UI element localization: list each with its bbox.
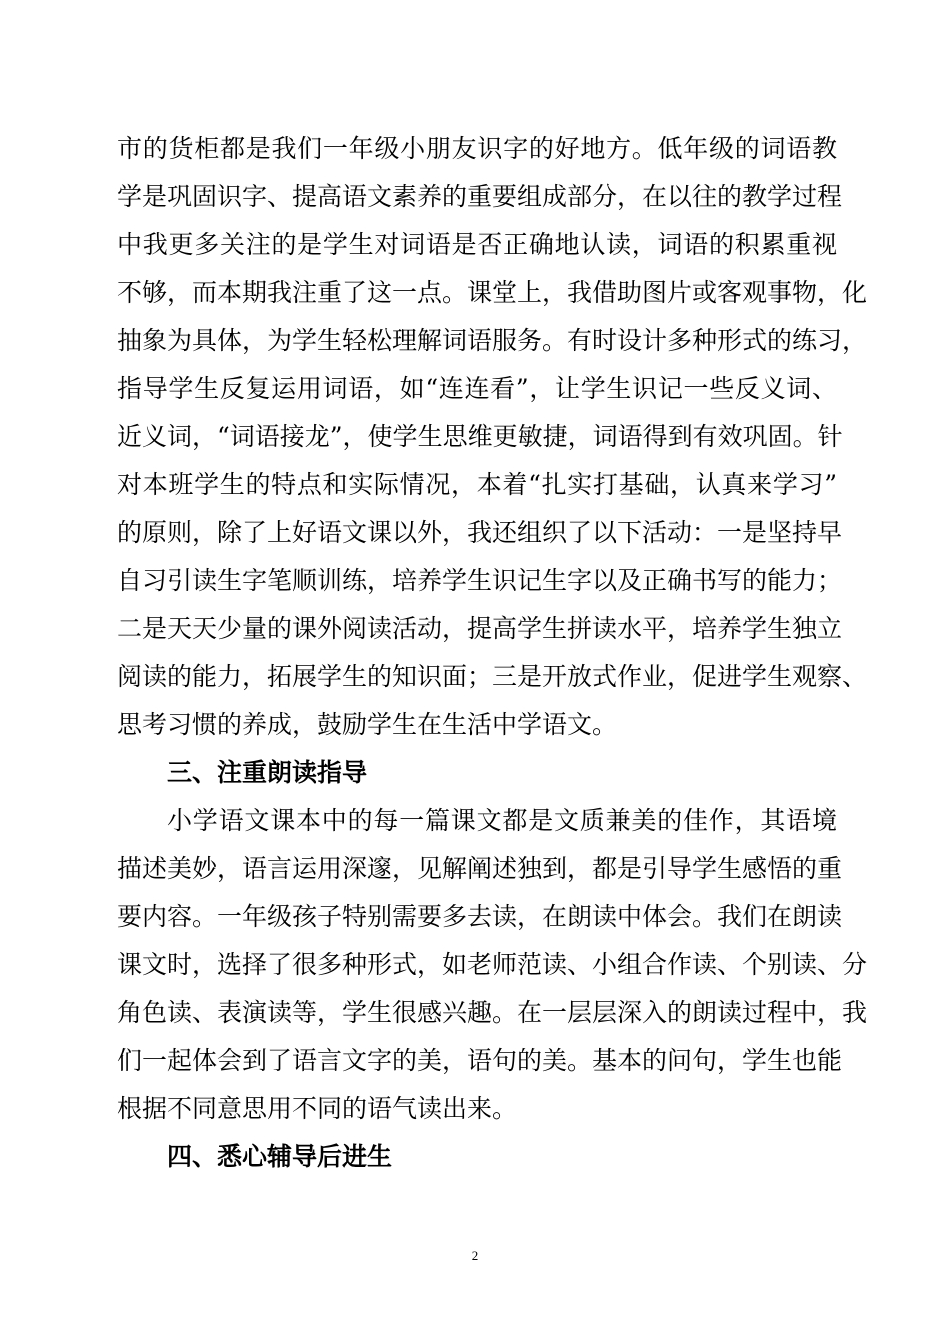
- paragraph-line: 角色读、表演读等，学生很感兴趣。在一层层深入的朗读过程中，我: [117, 998, 868, 1027]
- paragraph-line: 学是巩固识字、提高语文素养的重要组成部分，在以往的教学过程: [117, 182, 843, 211]
- paragraph-line: 近义词，“词语接龙”，使学生思维更敏捷，词语得到有效巩固。针: [117, 422, 843, 451]
- paragraph-line: 市的货柜都是我们一年级小朋友识字的好地方。低年级的词语教: [117, 134, 837, 163]
- paragraph-line: 描述美妙，语言运用深邃，见解阐述独到，都是引导学生感悟的重: [117, 854, 843, 883]
- paragraph-line: 小学语文课本中的每一篇课文都是文质兼美的佳作，其语境: [167, 806, 837, 835]
- paragraph-line: 思考习惯的养成，鼓励学生在生活中学语文。: [117, 710, 618, 739]
- paragraph-line: 不够，而本期我注重了这一点。课堂上，我借助图片或客观事物，化: [117, 278, 868, 307]
- section-heading: 三、注重朗读指导: [167, 758, 368, 787]
- paragraph-line: 阅读的能力，拓展学生的知识面；三是开放式作业，促进学生观察、: [117, 662, 868, 691]
- page-number: 2: [471, 1248, 479, 1263]
- paragraph-line: 中我更多关注的是学生对词语是否正确地认读，词语的积累重视: [117, 230, 837, 259]
- paragraph-line: 二是天天少量的课外阅读活动，提高学生拼读水平，培养学生独立: [117, 614, 843, 643]
- paragraph-line: 对本班学生的特点和实际情况，本着“扎实打基础，认真来学习”: [117, 470, 837, 499]
- paragraph-line: 的原则，除了上好语文课以外，我还组织了以下活动：一是坚持早: [117, 518, 843, 547]
- paragraph-line: 要内容。一年级孩子特别需要多去读，在朗读中体会。我们在朗读: [117, 902, 843, 931]
- paragraph-line: 抽象为具体，为学生轻松理解词语服务。有时设计多种形式的练习，: [117, 326, 868, 355]
- paragraph-line: 课文时，选择了很多种形式，如老师范读、小组合作读、个别读、分: [117, 950, 868, 979]
- paragraph-line: 根据不同意思用不同的语气读出来。: [117, 1094, 518, 1123]
- paragraph-line: 指导学生反复运用词语，如“连连看”，让学生识记一些反义词、: [117, 374, 837, 403]
- paragraph-line: 自习引读生字笔顺训练，培养学生识记生字以及正确书写的能力；: [117, 566, 843, 595]
- section-heading: 四、悉心辅导后进生: [167, 1142, 393, 1171]
- paragraph-line: 们一起体会到了语言文字的美，语句的美。基本的问句，学生也能: [117, 1046, 843, 1075]
